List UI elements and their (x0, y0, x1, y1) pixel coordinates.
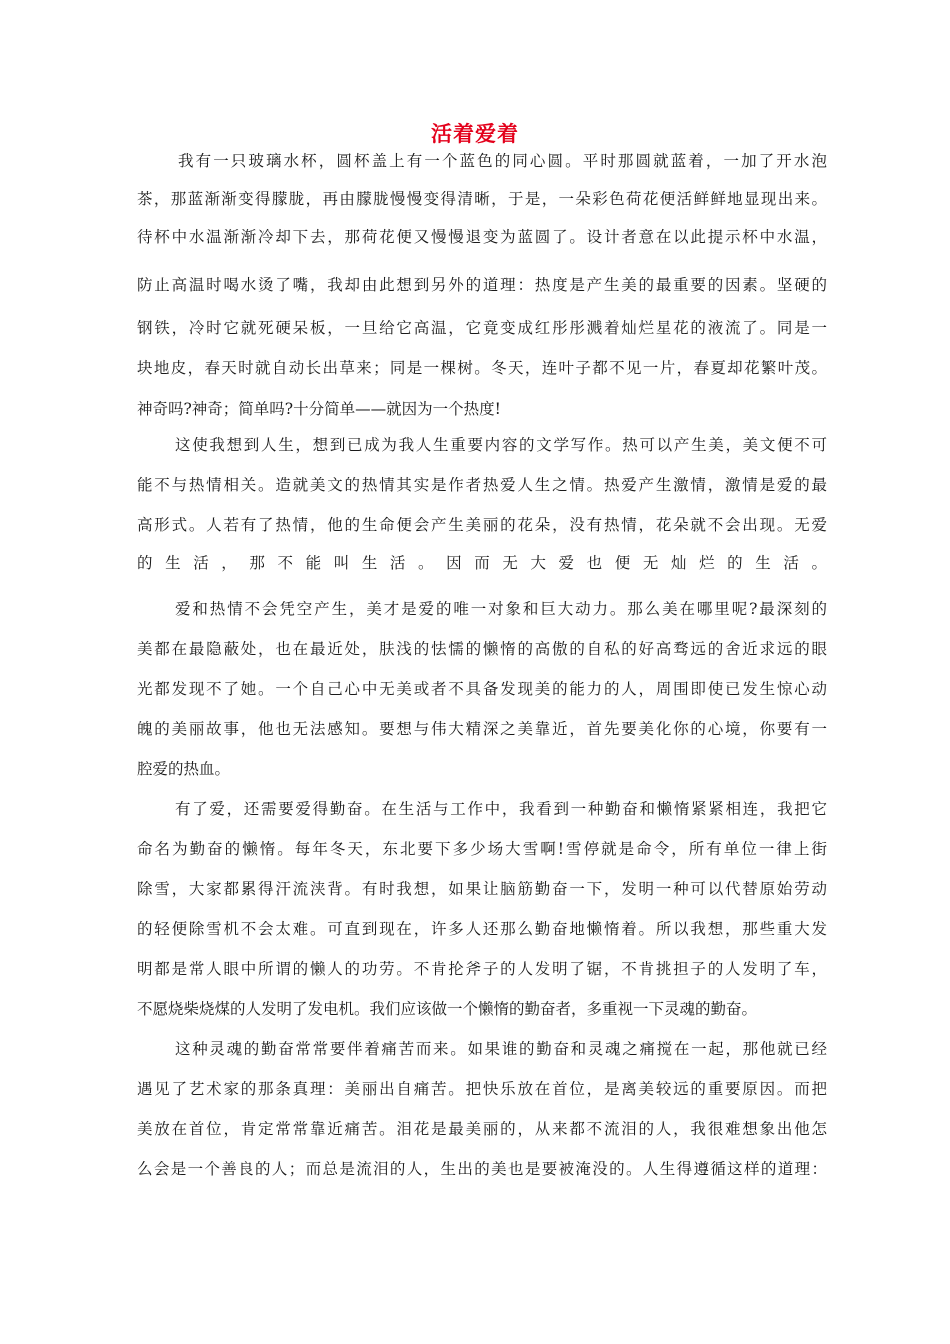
text-line: 有了爱，还需要爱得勤奋。在生活与工作中，我看到一种勤奋和懒惰紧紧相连，我把它 (175, 800, 827, 818)
text-line: 美放在首位，肯定常常靠近痛苦。泪花是最美丽的，从来都不流泪的人，我很难想象出他怎 (137, 1120, 827, 1138)
text-line: 命名为勤奋的懒惰。每年冬天，东北要下多少场大雪啊!雪停就是命令，所有单位一律上街 (137, 840, 827, 858)
text-line: 遇见了艺术家的那条真理：美丽出自痛苦。把快乐放在首位，是离美较远的重要原因。而把 (137, 1080, 827, 1098)
text-line: 能不与热情相关。造就美文的热情其实是作者热爱人生之情。热爱产生激情，激情是爱的最 (137, 476, 827, 494)
text-line: 美都在最隐蔽处，也在最近处，肤浅的怯懦的懒惰的高傲的自私的好高骛远的舍近求远的眼 (137, 640, 827, 658)
text-line: 的轻便除雪机不会太难。可直到现在，许多人还那么勤奋地懒惰着。所以我想，那些重大发 (137, 920, 827, 938)
text-line: 茶，那蓝渐渐变得朦胧，再由朦胧慢慢变得清晰，于是，一朵彩色荷花便活鲜鲜地显现出来。 (137, 190, 827, 208)
text-line: 这使我想到人生，想到已成为我人生重要内容的文学写作。热可以产生美，美文便不可 (175, 436, 827, 454)
text-line: 待杯中水温渐渐冷却下去，那荷花便又慢慢退变为蓝圆了。设计者意在以此提示杯中水温， (137, 228, 827, 246)
text-line: 不愿烧柴烧煤的人发明了发电机。我们应该做一个懒惰的勤奋者，多重视一下灵魂的勤奋。 (137, 1000, 758, 1018)
text-line: 块地皮，春天时就自动长出草来；同是一棵树。冬天，连叶子都不见一片，春夏却花繁叶茂。 (137, 359, 827, 377)
text-line: 的生活，那不能叫生活。因而无大爱也便无灿烂的生活。 (137, 554, 827, 572)
text-line: 防止高温时喝水烫了嘴，我却由此想到另外的道理：热度是产生美的最重要的因素。坚硬的 (137, 276, 827, 294)
text-line: 魄的美丽故事，他也无法感知。要想与伟大精深之美靠近，首先要美化你的心境，你要有一 (137, 720, 827, 738)
text-line: 高形式。人若有了热情，他的生命便会产生美丽的花朵，没有热情，花朵就不会出现。无爱 (137, 516, 827, 534)
text-line: 腔爱的热血。 (137, 760, 231, 778)
text-line: 么会是一个善良的人；而总是流泪的人，生出的美也是要被淹没的。人生得遵循这样的道理： (137, 1160, 827, 1178)
text-line: 光都发现不了她。一个自己心中无美或者不具备发现美的能力的人，周围即使已发生惊心动 (137, 680, 827, 698)
document-title: 活着爱着 (431, 121, 519, 146)
text-line: 钢铁，冷时它就死硬呆板，一旦给它高温，它竟变成红彤彤溅着灿烂星花的液流了。同是一 (137, 319, 827, 337)
text-line: 明都是常人眼中所谓的懒人的功劳。不肯抡斧子的人发明了锯，不肯挑担子的人发明了车， (137, 960, 827, 978)
text-line: 我有一只玻璃水杯，圆杯盖上有一个蓝色的同心圆。平时那圆就蓝着，一加了开水泡 (178, 152, 827, 170)
text-line: 爱和热情不会凭空产生，美才是爱的唯一对象和巨大动力。那么美在哪里呢?最深刻的 (175, 600, 827, 618)
text-line: 除雪，大家都累得汗流浃背。有时我想，如果让脑筋勤奋一下，发明一种可以代替原始劳动 (137, 880, 827, 898)
text-line: 神奇吗?神奇；简单吗?十分简单——就因为一个热度! (137, 400, 501, 418)
text-line: 这种灵魂的勤奋常常要伴着痛苦而来。如果谁的勤奋和灵魂之痛搅在一起，那他就已经 (175, 1040, 827, 1058)
